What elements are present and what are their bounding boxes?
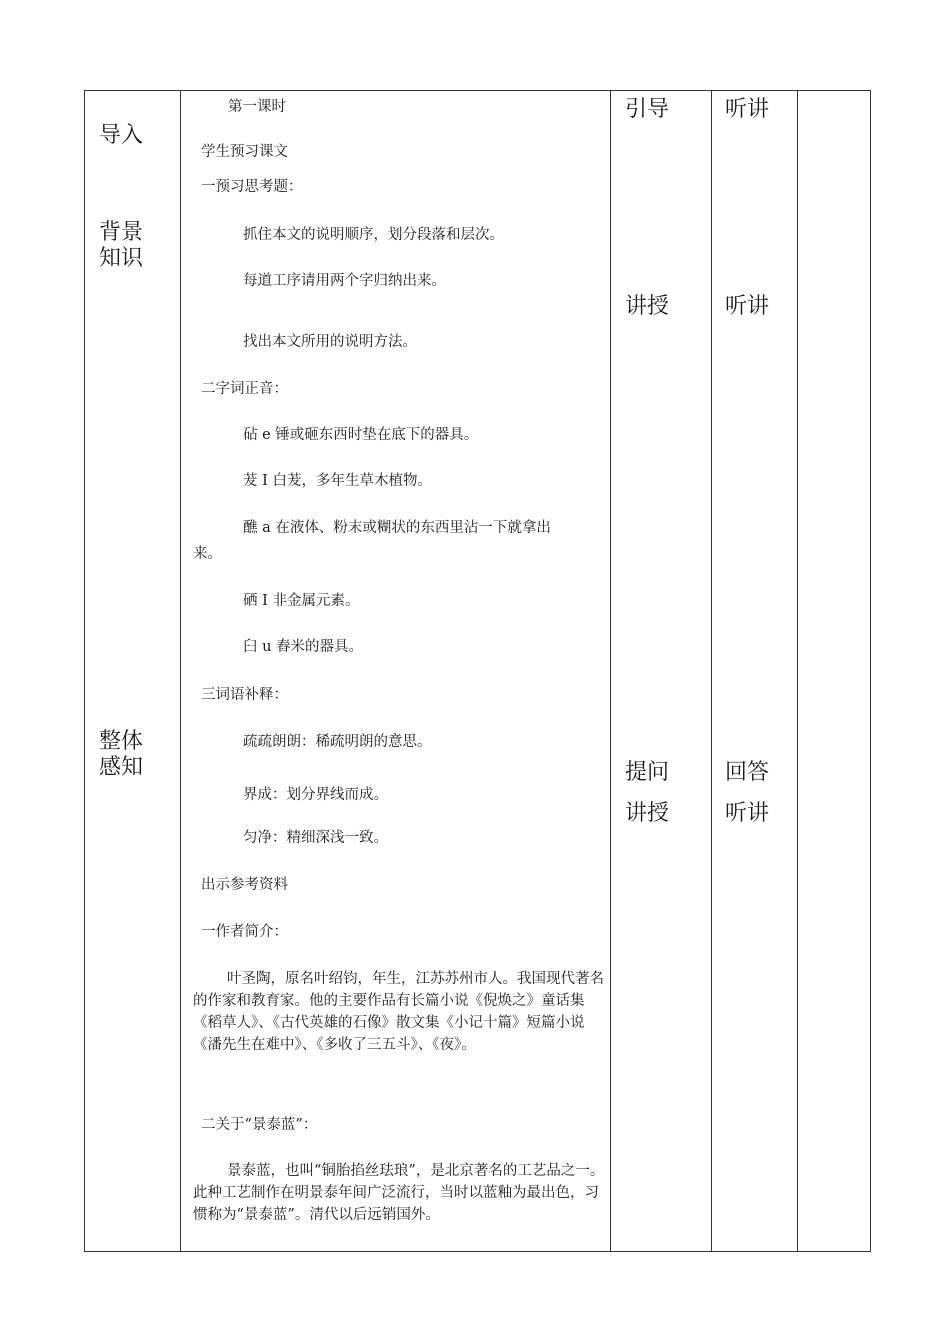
stage-overall-line2: 感知 (99, 755, 144, 780)
teacher-activity-ask: 提问 (625, 760, 670, 785)
question-2: 每道工序请用两个字归纳出来。 (243, 273, 446, 289)
words-heading: 三词语补释： (201, 687, 288, 703)
word-note-1: 疏疏朗朗：稀疏明朗的意思。 (243, 734, 432, 750)
student-activity-listen-1: 听讲 (725, 97, 770, 122)
student-activity-listen-2: 听讲 (725, 294, 770, 319)
stage-background-line1: 背景 (99, 220, 144, 245)
pronunciation-1: 砧 e 锤或砸东西时垫在底下的器具。 (243, 427, 479, 443)
word-note-2: 界成：划分界线而成。 (243, 787, 388, 803)
author-heading: 一作者简介： (201, 924, 288, 940)
student-activity-listen-3: 听讲 (725, 801, 770, 826)
table-border-left (84, 90, 85, 1251)
pronunciation-5: 臼 u 舂米的器具。 (243, 639, 364, 655)
teacher-activity-guide: 引导 (625, 97, 670, 122)
questions-heading: 一预习思考题： (201, 179, 303, 195)
table-border-right (870, 90, 871, 1251)
pronunciation-2: 茇 I 白茇，多年生草木植物。 (243, 473, 432, 489)
teacher-activity-teach: 讲授 (625, 294, 670, 319)
pronunciation-3-line2: 来。 (193, 546, 222, 562)
question-1: 抓住本文的说明顺序，划分段落和层次。 (243, 227, 504, 243)
stage-intro: 导入 (99, 123, 144, 148)
jingtailan-heading: 二关于“景泰蓝”： (201, 1117, 318, 1133)
jingtailan-paragraph: 景泰蓝，也叫“铜胎掐丝珐琅”，是北京著名的工艺品之一。此种工艺制作在明景泰年间广泛流行，当时以蓝釉为最出色，习惯称为“景泰蓝”。清代以后远销国外。 (193, 1163, 605, 1223)
table-top-border (84, 90, 871, 91)
table-divider-1 (180, 90, 181, 1251)
author-paragraph: 叶圣陶，原名叶绍钧，年生，江苏苏州市人。我国现代著名的作家和教育家。他的主要作品有长篇小说《倪焕之》童话集《稻草人》、《古代英雄的石像》散文集《小记十篇》短篇小说《潘先生在难中》、《多收了三五斗》、《夜》。 (193, 971, 604, 1053)
preview-heading: 学生预习课文 (201, 144, 288, 160)
lesson-period: 第一课时 (228, 99, 286, 115)
table-divider-3 (711, 90, 712, 1251)
question-3: 找出本文所用的说明方法。 (243, 334, 417, 350)
pronunciation-3-line1: 醮 a 在液体、粉末或糊状的东西里沾一下就拿出 (243, 520, 551, 536)
word-note-3: 匀净：精细深浅一致。 (243, 830, 388, 846)
reference-heading: 出示参考资料 (201, 877, 288, 893)
table-divider-2 (610, 90, 611, 1251)
pronunciation-heading: 二字词正音： (201, 381, 288, 397)
stage-overall-line1: 整体 (99, 729, 144, 754)
table-divider-4 (797, 90, 798, 1251)
teacher-activity-teach-2: 讲授 (625, 801, 670, 826)
student-activity-answer: 回答 (725, 760, 770, 785)
pronunciation-4: 硒 I 非金属元素。 (243, 593, 360, 609)
stage-background-line2: 知识 (99, 246, 144, 271)
